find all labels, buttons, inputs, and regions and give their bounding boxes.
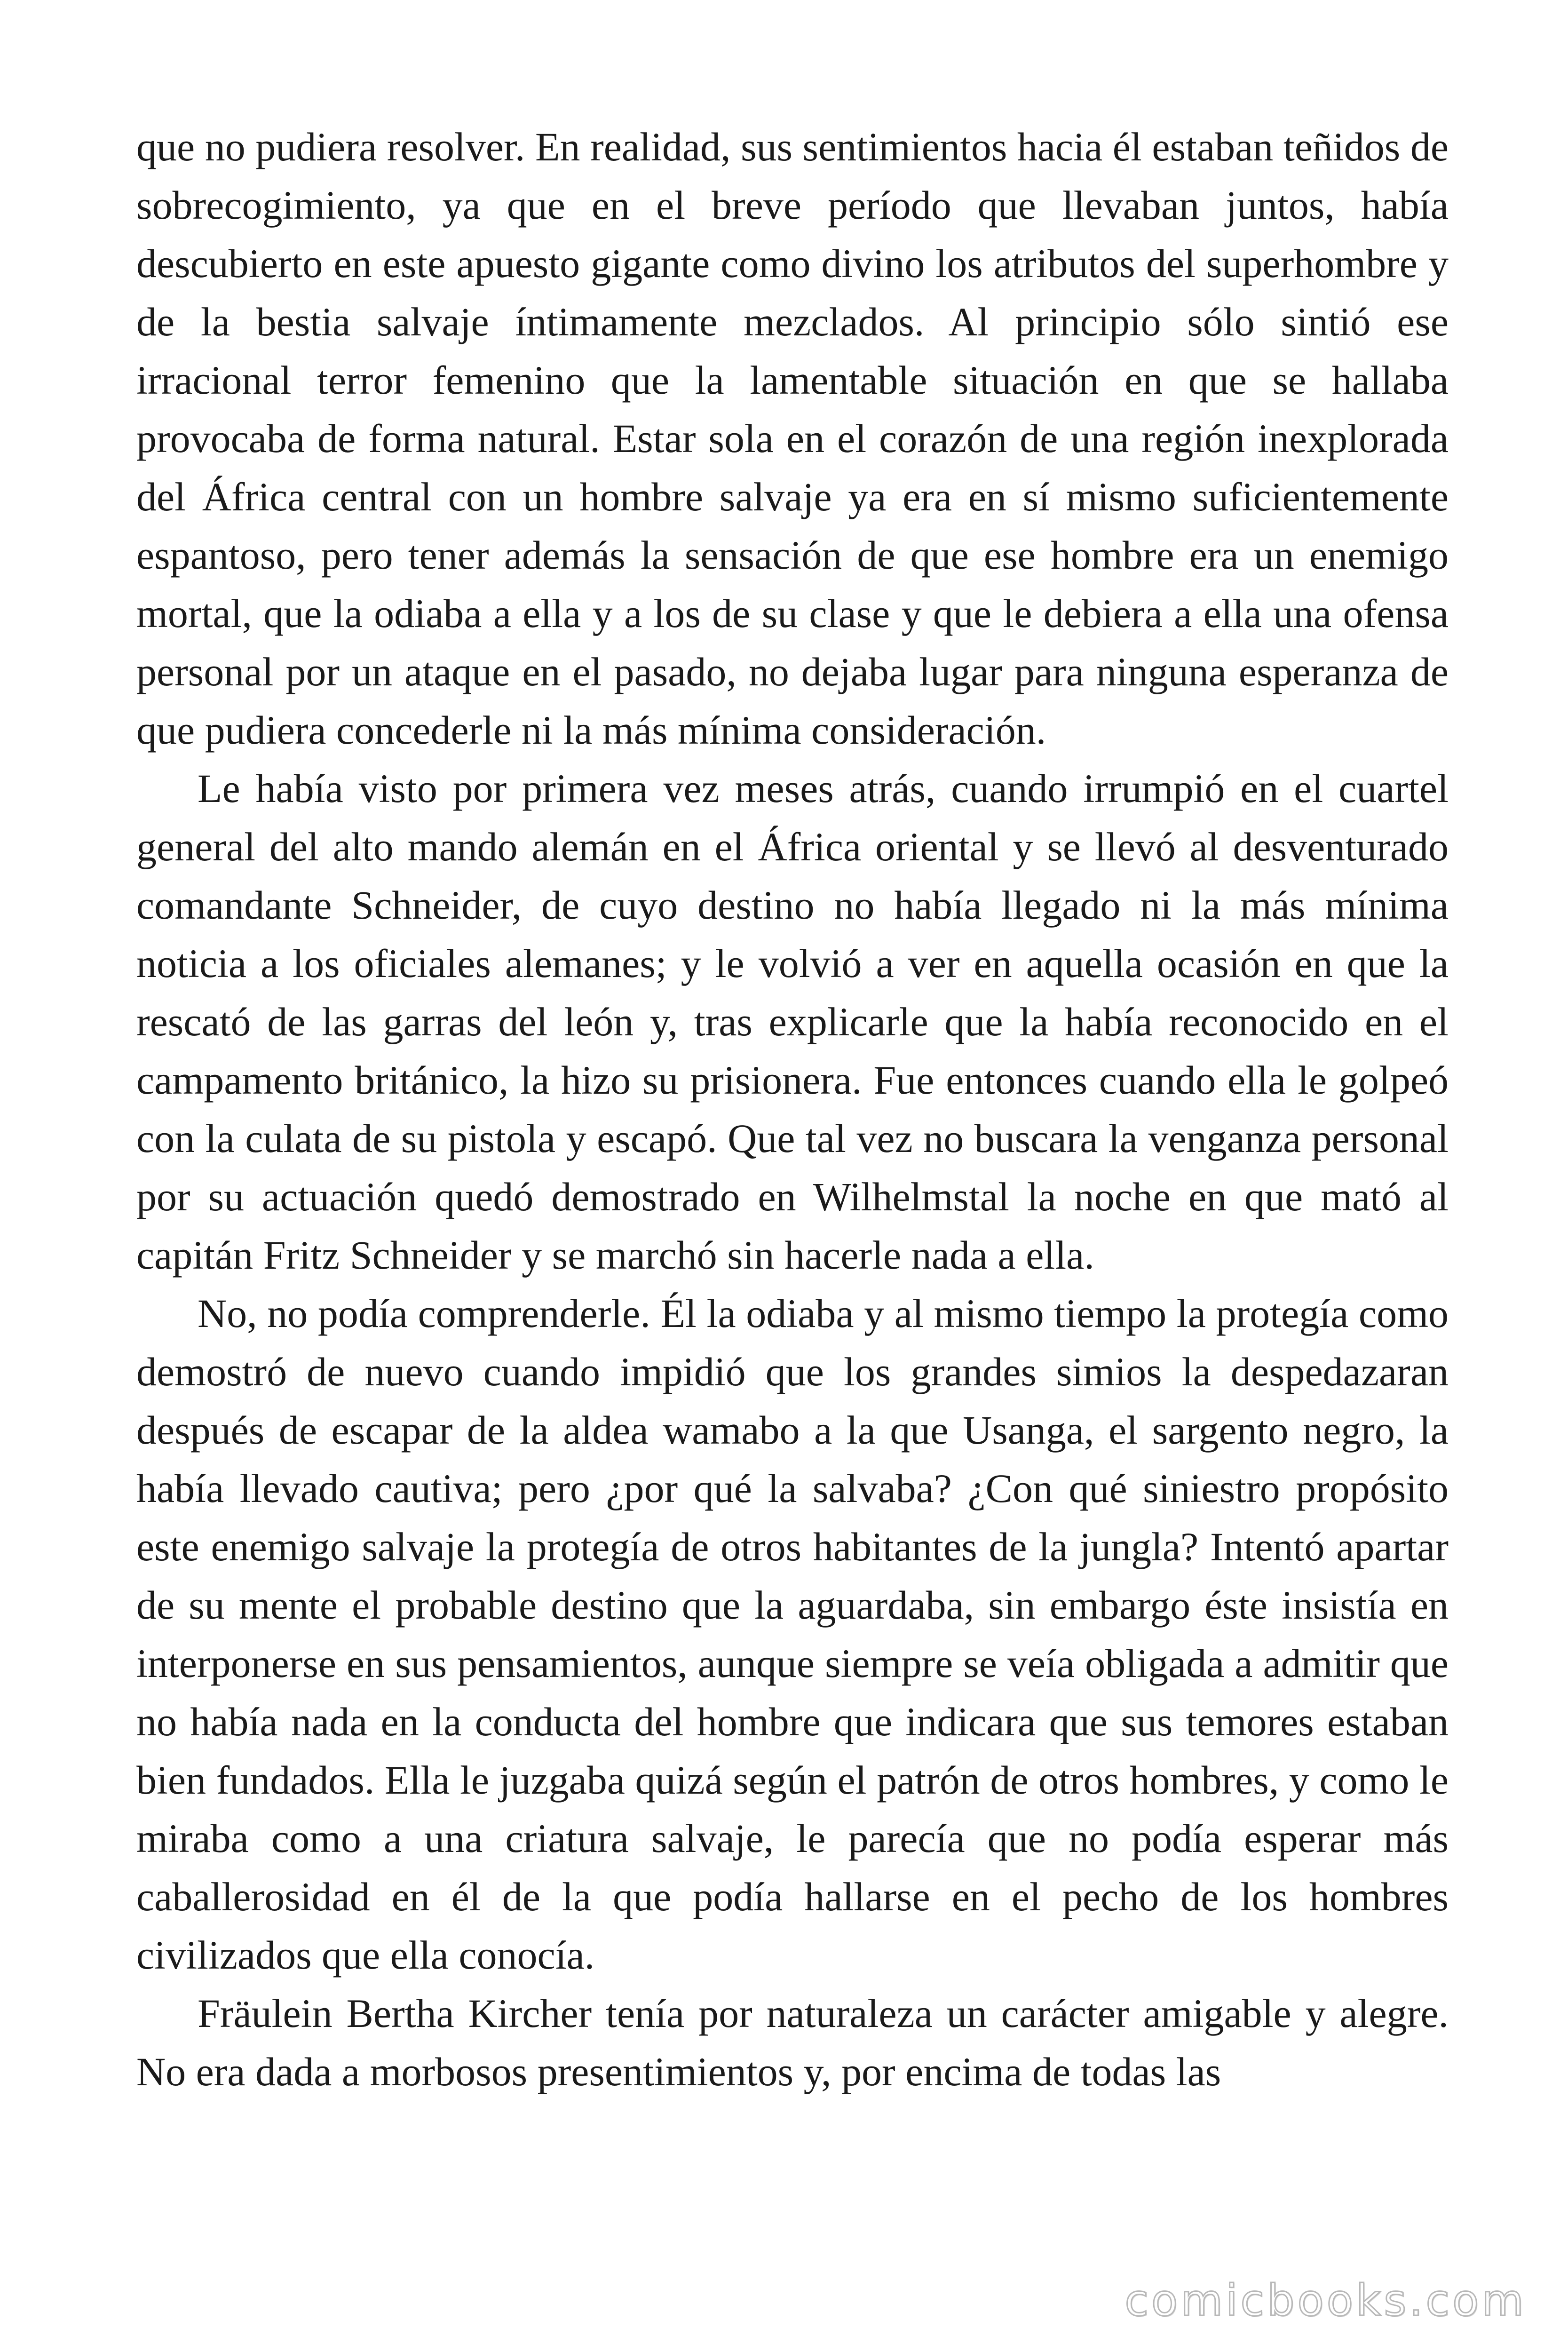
watermark-text: comicbooks.com (1125, 2275, 1527, 2326)
paragraph-3: No, no podía comprenderle. Él la odiaba y al mismo tiempo la protegía como demostró de nuevo cuando impidió que los grandes simios la despedazaran después de escapar de la aldea wamabo a la que Usanga, el sargento negro, la había llevado cautiva; pero ¿por qué la salvaba? ¿Con qué siniestro propósito este enemigo salvaje la protegía de otros habitantes de la jungla? Intentó apartar de su mente el probable destino que la aguardaba, sin embargo éste insistía en interponerse en sus pensamientos, aunque siempre se veía obligada a admitir que no había nada en la conducta del hombre que indicara que sus temores estaban bien fundados. Ella le juzgaba quizá según el patrón de otros hombres, y como le miraba como a una criatura salvaje, le parecía que no podía esperar más caballerosidad en él de la que podía hallarse en el pecho de los hombres civilizados que ella conocía. (136, 1291, 1449, 1978)
paragraph-4: Fräulein Bertha Kircher tenía por naturaleza un carácter amigable y alegre. No era dada a morbosos presentimientos y, por encima de todas las (136, 1991, 1449, 2094)
paragraph-1: que no pudiera resolver. En realidad, sus sentimientos hacia él estaban teñidos de sobrecogimiento, ya que en el breve período que llevaban juntos, había descubierto en este apuesto gigante como divino los atributos del superhombre y de la bestia salvaje íntimamente mezclados. Al principio sólo sintió ese irracional terror femenino que la lamentable situación en que se hallaba provocaba de forma natural. Estar sola en el corazón de una región inexplorada del África central con un hombre salvaje ya era en sí mismo suficientemente espantoso, pero tener además la sensación de que ese hombre era un enemigo mortal, que la odiaba a ella y a los de su clase y que le debiera a ella una ofensa personal por un ataque en el pasado, no dejaba lugar para ninguna esperanza de que pudiera concederle ni la más mínima consideración. (136, 124, 1449, 753)
paragraph-2: Le había visto por primera vez meses atrás, cuando irrumpió en el cuartel general del alto mando alemán en el África oriental y se llevó al desventurado comandante Schneider, de cuyo destino no había llegado ni la más mínima noticia a los oficiales alemanes; y le volvió a ver en aquella ocasión en que la rescató de las garras del león y, tras explicarle que la había reconocido en el campamento británico, la hizo su prisionera. Fue entonces cuando ella le golpeó con la culata de su pistola y escapó. Que tal vez no buscara la venganza personal por su actuación quedó demostrado en Wilhelmstal la noche en que mató al capitán Fritz Schneider y se marchó sin hacerle nada a ella. (136, 766, 1449, 1278)
page-body-text (136, 118, 1449, 2101)
